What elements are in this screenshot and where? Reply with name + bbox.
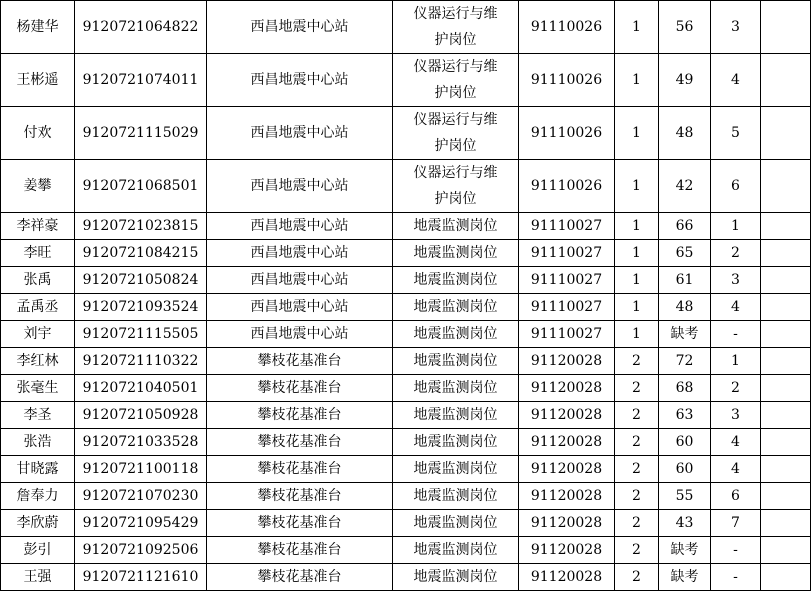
score-rank: 3 xyxy=(711,267,761,294)
employer-unit: 西昌地震中心站 xyxy=(207,321,393,348)
table-row xyxy=(1,321,811,348)
employer-unit: 西昌地震中心站 xyxy=(207,213,393,240)
remark xyxy=(761,375,811,402)
post-name: 地震监测岗位 xyxy=(393,213,519,240)
candidate-name: 王彬遥 xyxy=(1,54,75,107)
remark xyxy=(761,54,811,107)
remark xyxy=(761,294,811,321)
table-row xyxy=(1,160,811,213)
remark xyxy=(761,213,811,240)
candidate-name: 刘宇 xyxy=(1,321,75,348)
table-row xyxy=(1,240,811,267)
table-row xyxy=(1,402,811,429)
score-rank: 7 xyxy=(711,510,761,537)
hiring-quota: 2 xyxy=(615,456,659,483)
score-rank: 6 xyxy=(711,160,761,213)
table-row xyxy=(1,348,811,375)
hiring-quota: 1 xyxy=(615,1,659,54)
post-name xyxy=(393,1,519,54)
hiring-quota: 2 xyxy=(615,510,659,537)
table-row xyxy=(1,1,811,54)
exam-score: 48 xyxy=(659,107,711,160)
post-code: 91120028 xyxy=(519,402,615,429)
exam-score: 56 xyxy=(659,1,711,54)
remark xyxy=(761,564,811,591)
table-row xyxy=(1,456,811,483)
employer-unit: 西昌地震中心站 xyxy=(207,107,393,160)
exam-number: 9120721050928 xyxy=(75,402,207,429)
score-rank: 2 xyxy=(711,240,761,267)
employer-unit: 攀枝花基准台 xyxy=(207,402,393,429)
employer-unit: 西昌地震中心站 xyxy=(207,267,393,294)
remark xyxy=(761,402,811,429)
post-code: 91120028 xyxy=(519,483,615,510)
candidate-name: 付欢 xyxy=(1,107,75,160)
post-code: 91110027 xyxy=(519,213,615,240)
employer-unit: 攀枝花基准台 xyxy=(207,510,393,537)
score-rank: 1 xyxy=(711,348,761,375)
post-code: 91120028 xyxy=(519,510,615,537)
exam-number: 9120721068501 xyxy=(75,160,207,213)
exam-number: 9120721110322 xyxy=(75,348,207,375)
exam-score: 缺考 xyxy=(659,321,711,348)
exam-number: 9120721084215 xyxy=(75,240,207,267)
hiring-quota: 1 xyxy=(615,294,659,321)
candidate-name: 彭引 xyxy=(1,537,75,564)
employer-unit: 攀枝花基准台 xyxy=(207,483,393,510)
hiring-quota: 2 xyxy=(615,348,659,375)
candidate-name: 姜攀 xyxy=(1,160,75,213)
exam-score: 66 xyxy=(659,213,711,240)
post-code: 91110026 xyxy=(519,160,615,213)
post-name: 地震监测岗位 xyxy=(393,267,519,294)
exam-number: 9120721115505 xyxy=(75,321,207,348)
score-rank: - xyxy=(711,321,761,348)
exam-number: 9120721050824 xyxy=(75,267,207,294)
exam-score: 65 xyxy=(659,240,711,267)
score-rank: - xyxy=(711,564,761,591)
table-row xyxy=(1,429,811,456)
remark xyxy=(761,160,811,213)
post-name-line: 仪器运行与维 护岗位 xyxy=(413,6,498,48)
post-name: 地震监测岗位 xyxy=(393,537,519,564)
candidate-name: 杨建华 xyxy=(1,1,75,54)
remark xyxy=(761,1,811,54)
exam-score: 60 xyxy=(659,429,711,456)
candidate-name: 孟禹丞 xyxy=(1,294,75,321)
remark xyxy=(761,510,811,537)
exam-score: 63 xyxy=(659,402,711,429)
employer-unit: 攀枝花基准台 xyxy=(207,564,393,591)
hiring-quota: 2 xyxy=(615,564,659,591)
hiring-quota: 1 xyxy=(615,321,659,348)
remark xyxy=(761,348,811,375)
candidate-name: 张禹 xyxy=(1,267,75,294)
table-row xyxy=(1,294,811,321)
exam-score: 68 xyxy=(659,375,711,402)
score-rank: 2 xyxy=(711,375,761,402)
hiring-quota: 1 xyxy=(615,213,659,240)
score-rank: 4 xyxy=(711,54,761,107)
exam-score: 43 xyxy=(659,510,711,537)
table-row xyxy=(1,54,811,107)
post-code: 91110027 xyxy=(519,267,615,294)
exam-number: 9120721064822 xyxy=(75,1,207,54)
table-row xyxy=(1,213,811,240)
exam-number: 9120721095429 xyxy=(75,510,207,537)
candidate-name: 李欣蔚 xyxy=(1,510,75,537)
table-row xyxy=(1,510,811,537)
hiring-quota: 1 xyxy=(615,240,659,267)
post-name-line: 仪器运行与维 护岗位 xyxy=(413,59,498,101)
candidate-name: 李圣 xyxy=(1,402,75,429)
post-code: 91120028 xyxy=(519,564,615,591)
candidate-name: 李旺 xyxy=(1,240,75,267)
remark xyxy=(761,483,811,510)
post-name xyxy=(393,107,519,160)
exam-number: 9120721040501 xyxy=(75,375,207,402)
employer-unit: 攀枝花基准台 xyxy=(207,537,393,564)
candidate-name: 甘晓露 xyxy=(1,456,75,483)
exam-score: 72 xyxy=(659,348,711,375)
employer-unit: 西昌地震中心站 xyxy=(207,294,393,321)
post-code: 91120028 xyxy=(519,537,615,564)
candidate-name: 张浩 xyxy=(1,429,75,456)
exam-score: 42 xyxy=(659,160,711,213)
exam-score: 48 xyxy=(659,294,711,321)
exam-score: 61 xyxy=(659,267,711,294)
score-rank: 3 xyxy=(711,402,761,429)
post-name-line: 仪器运行与维 护岗位 xyxy=(413,112,498,154)
post-name: 地震监测岗位 xyxy=(393,402,519,429)
table-row xyxy=(1,537,811,564)
post-code: 91110026 xyxy=(519,1,615,54)
exam-number: 9120721023815 xyxy=(75,213,207,240)
remark xyxy=(761,107,811,160)
remark xyxy=(761,429,811,456)
exam-score: 缺考 xyxy=(659,564,711,591)
exam-number: 9120721115029 xyxy=(75,107,207,160)
candidate-name: 李红林 xyxy=(1,348,75,375)
exam-score: 55 xyxy=(659,483,711,510)
post-code: 91110026 xyxy=(519,54,615,107)
remark xyxy=(761,537,811,564)
score-rank: 4 xyxy=(711,429,761,456)
remark xyxy=(761,267,811,294)
exam-number: 9120721121610 xyxy=(75,564,207,591)
hiring-quota: 2 xyxy=(615,402,659,429)
employer-unit: 攀枝花基准台 xyxy=(207,375,393,402)
exam-score: 49 xyxy=(659,54,711,107)
score-rank: 4 xyxy=(711,456,761,483)
score-rank: 6 xyxy=(711,483,761,510)
candidate-name: 张毫生 xyxy=(1,375,75,402)
employer-unit: 攀枝花基准台 xyxy=(207,348,393,375)
post-name: 地震监测岗位 xyxy=(393,429,519,456)
table-body xyxy=(1,1,811,591)
post-name-line: 仪器运行与维 护岗位 xyxy=(413,165,498,207)
post-name: 地震监测岗位 xyxy=(393,294,519,321)
post-code: 91120028 xyxy=(519,429,615,456)
exam-number: 9120721100118 xyxy=(75,456,207,483)
exam-number: 9120721074011 xyxy=(75,54,207,107)
hiring-quota: 1 xyxy=(615,107,659,160)
post-code: 91120028 xyxy=(519,456,615,483)
post-code: 91110027 xyxy=(519,321,615,348)
employer-unit: 攀枝花基准台 xyxy=(207,456,393,483)
remark xyxy=(761,456,811,483)
employer-unit: 攀枝花基准台 xyxy=(207,429,393,456)
hiring-quota: 2 xyxy=(615,375,659,402)
hiring-quota: 1 xyxy=(615,267,659,294)
post-name: 地震监测岗位 xyxy=(393,456,519,483)
exam-number: 9120721033528 xyxy=(75,429,207,456)
exam-number: 9120721092506 xyxy=(75,537,207,564)
post-name: 地震监测岗位 xyxy=(393,240,519,267)
table-row xyxy=(1,375,811,402)
post-name: 地震监测岗位 xyxy=(393,483,519,510)
employer-unit: 西昌地震中心站 xyxy=(207,54,393,107)
candidate-name: 李祥豪 xyxy=(1,213,75,240)
exam-score: 缺考 xyxy=(659,537,711,564)
post-code: 91110027 xyxy=(519,240,615,267)
table-row xyxy=(1,107,811,160)
post-code: 91120028 xyxy=(519,348,615,375)
employer-unit: 西昌地震中心站 xyxy=(207,240,393,267)
table-row xyxy=(1,564,811,591)
post-name: 地震监测岗位 xyxy=(393,348,519,375)
hiring-quota: 2 xyxy=(615,483,659,510)
exam-number: 9120721070230 xyxy=(75,483,207,510)
score-rank: - xyxy=(711,537,761,564)
score-rank: 5 xyxy=(711,107,761,160)
post-code: 91110027 xyxy=(519,294,615,321)
candidate-name: 王强 xyxy=(1,564,75,591)
score-rank: 4 xyxy=(711,294,761,321)
hiring-quota: 1 xyxy=(615,54,659,107)
table-row xyxy=(1,483,811,510)
employer-unit: 西昌地震中心站 xyxy=(207,1,393,54)
candidate-name: 詹奉力 xyxy=(1,483,75,510)
remark xyxy=(761,240,811,267)
score-rank: 1 xyxy=(711,213,761,240)
post-name: 地震监测岗位 xyxy=(393,564,519,591)
post-name xyxy=(393,54,519,107)
score-rank: 3 xyxy=(711,1,761,54)
table-row xyxy=(1,267,811,294)
exam-number: 9120721093524 xyxy=(75,294,207,321)
employer-unit: 西昌地震中心站 xyxy=(207,160,393,213)
hiring-quota: 1 xyxy=(615,160,659,213)
post-name xyxy=(393,160,519,213)
post-code: 91120028 xyxy=(519,375,615,402)
exam-score: 60 xyxy=(659,456,711,483)
post-code: 91110026 xyxy=(519,107,615,160)
post-name: 地震监测岗位 xyxy=(393,321,519,348)
hiring-quota: 2 xyxy=(615,537,659,564)
remark xyxy=(761,321,811,348)
post-name: 地震监测岗位 xyxy=(393,375,519,402)
post-name: 地震监测岗位 xyxy=(393,510,519,537)
hiring-quota: 2 xyxy=(615,429,659,456)
